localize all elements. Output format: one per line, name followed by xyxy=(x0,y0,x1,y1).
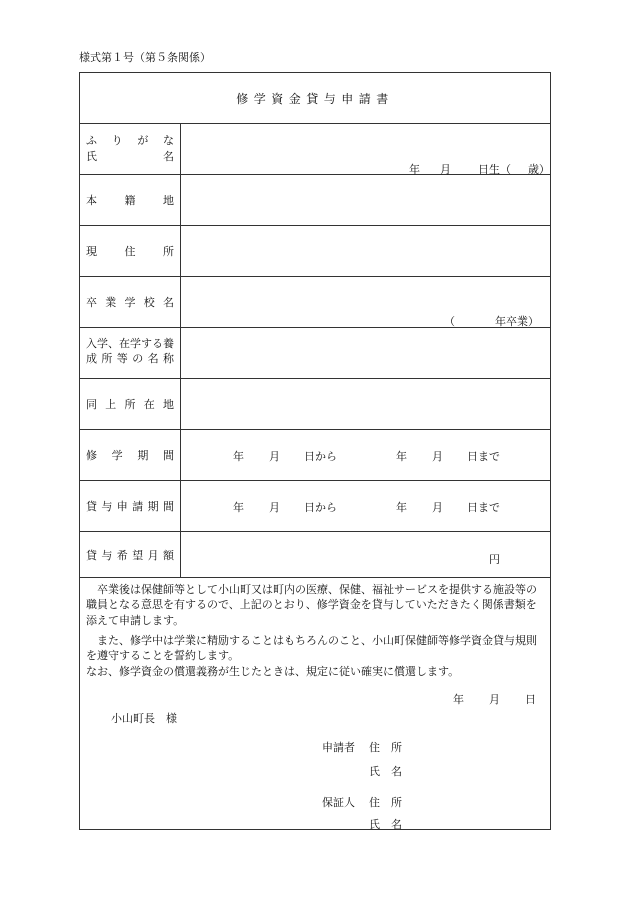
row-institution xyxy=(80,328,550,379)
form-number: 様式第１号（第５条関係） xyxy=(79,51,211,64)
applicant-address-label: 住 所 xyxy=(369,741,402,754)
birth-day-label: 日生（ xyxy=(478,163,511,176)
label-cell-school xyxy=(80,277,181,327)
declaration-paragraph-3: なお、修学資金の償還義務が生じたときは、規定に従い確実に償還します。 xyxy=(86,665,460,678)
label-loan-period: 貸与申請期間 xyxy=(86,500,174,513)
label-cell-location xyxy=(80,379,181,429)
birth-month-label: 月 xyxy=(440,163,451,176)
row-name xyxy=(80,124,550,175)
row-location xyxy=(80,379,550,430)
loan-from-month: 月 xyxy=(269,501,280,514)
loan-to-month: 月 xyxy=(432,501,443,514)
label-cell-monthly-amount xyxy=(80,532,181,577)
declaration-paragraph-1: 卒業後は保健師等として小山町又は町内の医療、保健、福祉サービスを提供する施設等の職員となる意思を有するので、上記のとおり、修学資金を貸与していただきたく関係書類を添えて申請します。 xyxy=(86,583,537,627)
amount-unit-yen: 円 xyxy=(489,553,500,566)
label-cell-name xyxy=(80,124,181,174)
label-cell-honseki xyxy=(80,175,181,225)
label-study-period: 修学期間 xyxy=(86,449,174,462)
study-from-year: 年 xyxy=(233,450,244,463)
label-honseki: 本籍地 xyxy=(86,194,174,207)
guarantor-name-label: 氏 名 xyxy=(369,818,402,831)
guarantor-role: 保証人 xyxy=(322,796,355,809)
label-institution-line1: 入学、在学する養 xyxy=(86,337,174,350)
label-address: 現住所 xyxy=(86,245,174,258)
label-name: 氏名 xyxy=(86,150,174,163)
graduation-year-label: 年卒業） xyxy=(495,315,539,328)
label-institution-line2: 成所等の名称 xyxy=(86,352,174,365)
form-title: 修学資金貸与申請書 xyxy=(236,91,394,106)
declaration-section xyxy=(80,578,550,830)
label-cell-institution xyxy=(80,328,181,378)
application-form xyxy=(79,72,551,830)
row-loan-period xyxy=(80,481,550,532)
row-honseki xyxy=(80,175,550,226)
label-furigana: ふりがな xyxy=(86,134,174,147)
label-cell-address xyxy=(80,226,181,276)
row-address xyxy=(80,226,550,277)
graduation-open-paren: （ xyxy=(444,315,455,328)
applicant-name-label: 氏 名 xyxy=(369,765,402,778)
study-from-month: 月 xyxy=(269,450,280,463)
date-day: 日 xyxy=(525,693,536,706)
loan-to-day: 日まで xyxy=(467,501,500,514)
study-to-year: 年 xyxy=(396,450,407,463)
birth-year-label: 年 xyxy=(409,163,420,176)
applicant-role: 申請者 xyxy=(322,741,355,754)
guarantor-address-label: 住 所 xyxy=(369,796,402,809)
date-year: 年 xyxy=(453,693,464,706)
label-cell-loan-period xyxy=(80,481,181,531)
row-monthly-amount xyxy=(80,532,550,578)
addressee: 小山町長 様 xyxy=(111,712,177,725)
label-location: 同上所在地 xyxy=(86,398,174,411)
study-from-day: 日から xyxy=(304,450,337,463)
label-monthly-amount: 貸与希望月額 xyxy=(86,548,174,562)
title-row xyxy=(80,73,550,124)
row-study-period xyxy=(80,430,550,481)
declaration-paragraph-2: また、修学中は学業に精励することはもちろんのこと、小山町保健師等修学資金貸与規則を遵守することを誓約します。 xyxy=(86,634,537,663)
loan-from-day: 日から xyxy=(304,501,337,514)
study-to-month: 月 xyxy=(432,450,443,463)
loan-from-year: 年 xyxy=(233,501,244,514)
study-to-day: 日まで xyxy=(467,450,500,463)
date-month: 月 xyxy=(489,693,500,706)
age-label: 歳） xyxy=(528,163,550,176)
loan-to-year: 年 xyxy=(396,501,407,514)
row-school xyxy=(80,277,550,328)
label-school: 卒業学校名 xyxy=(86,296,174,309)
label-cell-study-period xyxy=(80,430,181,480)
